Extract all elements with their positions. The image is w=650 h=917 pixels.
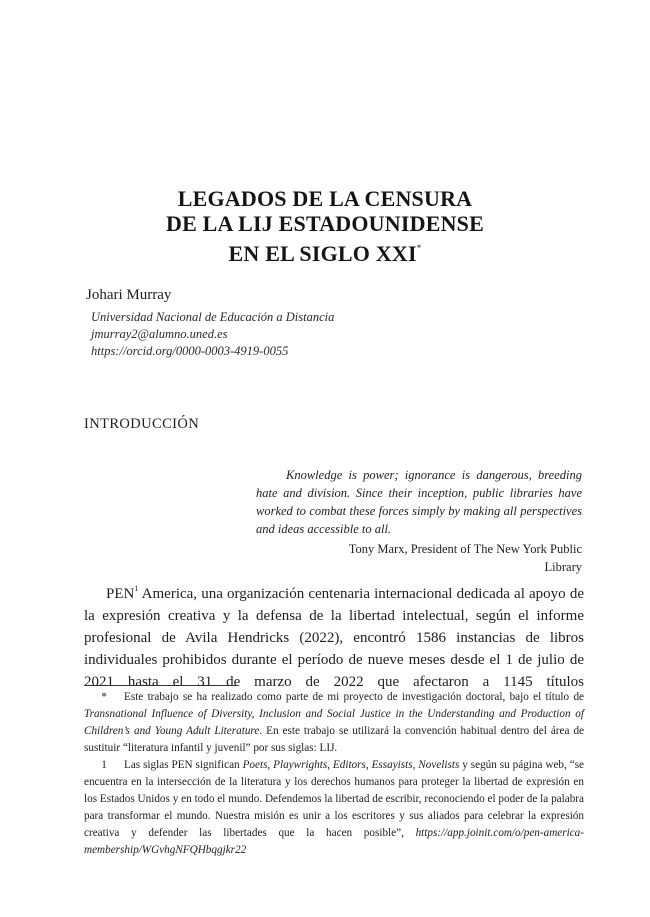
footnote-1-text-b: y según su página web, “se encuentra en la intersección de la literatura y los derechos humanos para proteger la libertad de expresión en los Estados Unidos y en todo el mundo. Defendemos la libertad de escribir, reconociendo el poder de la palabra para transformar el mundo. Nuestra misión es unir a los escritores y sus aliados para celebrar la expresión creativa y defender las libertades que la hacen posible”, xyxy=(84,759,585,839)
footnote-divider xyxy=(84,685,236,686)
footnote-star-mark: * xyxy=(101,691,107,703)
footnote-1-number: 1 xyxy=(101,759,107,771)
author-name: Johari Murray xyxy=(86,287,172,303)
title-line-3 xyxy=(0,236,650,266)
author-email[interactable]: jmurray2@alumno.uned.es xyxy=(91,327,228,341)
article-title xyxy=(0,186,650,266)
title-line-2: DE LA LIJ ESTADOUNIDENSE xyxy=(166,211,484,236)
body-paragraph xyxy=(84,578,584,693)
footnote-star-title: Transnational Influence of Diversity, Inclusion and Social Justice in the Understanding and Production of Children’s and Young Adult Literature xyxy=(84,708,584,737)
epigraph-quote: Knowledge is power; ignorance is dangerous, breeding hate and division. Since their inception, public libraries have worked to combat these forces simply by making all perspectives and ideas accessible to all. xyxy=(256,468,582,536)
footnote-star-text-b: . En este trabajo se utilizará la convención habitual dentro del área de sustituir “literatura infantil y juvenil” por sus siglas: LIJ. xyxy=(84,725,585,754)
title-footnote-mark[interactable]: * xyxy=(416,243,422,253)
pen-word: PEN xyxy=(106,586,135,602)
footnote-star xyxy=(84,689,584,757)
footnote-1 xyxy=(84,757,584,859)
attribution-line-1: Tony Marx, President of The New York Public xyxy=(348,542,582,556)
epigraph xyxy=(256,466,582,576)
epigraph-attribution xyxy=(256,540,582,576)
title-line-3-text: EN EL SIGLO XXI xyxy=(228,241,417,266)
author-affiliation xyxy=(91,309,334,360)
footnote-1-mark[interactable]: 1 xyxy=(134,584,139,593)
attribution-line-2: Library xyxy=(544,560,582,574)
footnote-1-text-a: Las siglas PEN significan xyxy=(124,759,243,771)
title-line-1: LEGADOS DE LA CENSURA xyxy=(177,186,473,211)
orcid-link[interactable]: https://orcid.org/0000-0003-4919-0055 xyxy=(91,344,289,358)
paragraph-text: America, una organización centenaria internacional dedicada al apoyo de la expresión creativa y la defensa de la libertad intelectual, según el informe profesional de Avila Hendricks (2022), encontró 1586 instancias de libros individuales prohibidos durante el período de nueve meses desde el 1 de julio de 2021 hasta el 31 de marzo de 2022 que afectaron a 1145 títulos xyxy=(84,586,584,690)
footnote-star-text-a: Este trabajo se ha realizado como parte de mi proyecto de investigación doctoral, bajo el título de xyxy=(124,691,584,703)
footnote-1-url[interactable]: https://app.joinit.com/o/pen-america-membership/WGvhgNFQHbqgjkr22 xyxy=(84,827,584,856)
section-heading: INTRODUCCIÓN xyxy=(84,416,200,432)
footnote-1-italic: Poets, Playwrights, Editors, Essayists, Novelists xyxy=(242,759,460,771)
institution: Universidad Nacional de Educación a Distancia xyxy=(91,310,335,324)
footnotes xyxy=(84,689,584,859)
